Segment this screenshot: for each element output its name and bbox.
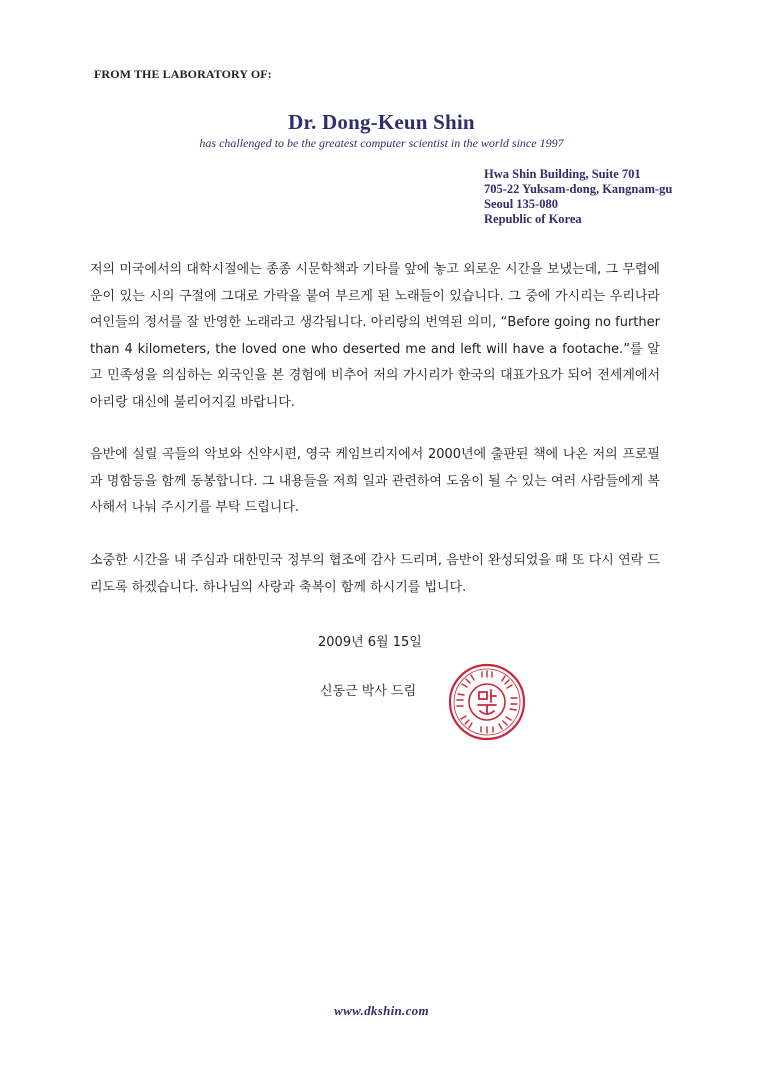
letterhead-name: Dr. Dong-Keun Shin bbox=[288, 110, 475, 134]
address-line: 705-22 Yuksam-dong, Kangnam-gu bbox=[484, 182, 673, 196]
address-block bbox=[484, 167, 672, 227]
address-line: Seoul 135-080 bbox=[484, 197, 558, 211]
body-paragraph-3: 소중한 시간을 내 주심과 대한민국 정부의 협조에 감사 드리며, 음반이 완성되었을 때 또 다시 연락 드리도록 하겠습니다. 하나님의 사랑과 축복이 함께 하시기를 빕니다. bbox=[90, 553, 660, 595]
letter-date: 2009년 6월 15일 bbox=[318, 635, 422, 650]
from-label: FROM THE LABORATORY OF: bbox=[94, 67, 272, 81]
body-paragraph-2: 음반에 실릴 곡들의 악보와 신약시편, 영국 케임브리지에서 2000년에 출판된 책에 나온 저의 프로필과 명함등을 함께 동봉합니다. 그 내용들을 저희 일과 관련하여 도움이 될 수 있는 여러 사람들에게 복사해서 나눠 주시기를 부탁 드립니다. bbox=[90, 447, 660, 515]
address-line: Hwa Shin Building, Suite 701 bbox=[484, 167, 641, 181]
website-footer: www.dkshin.com bbox=[334, 1003, 429, 1018]
red-circular-name-seal-icon bbox=[447, 662, 527, 742]
letterhead-tagline: has challenged to be the greatest computer scientist in the world since 1997 bbox=[199, 136, 564, 150]
body-paragraph-1: 저의 미국에서의 대학시절에는 종종 시문학책과 기타를 앞에 놓고 외로운 시간을 보냈는데, 그 무렵에 운이 있는 시의 구절에 그대로 가락을 붙여 부르게 된 노래들이 있습니다. 그 중에 가시리는 우리나라 여인들의 정서를 잘 반영한 노래라고 생각됩니다. 아리랑의 번역된 의미, “Before going no further than 4 kilometers, the loved one who deserted me and left will have a footache.”를 알고 민족성을 의심하는 외국인을 본 경험에 비추어 저의 가시리가 한국의 대표가요가 되어 전세계에서 아리랑 대신에 불리어지길 바랍니다. bbox=[90, 262, 660, 410]
signature-line: 신동근 박사 드림 bbox=[320, 684, 417, 699]
address-line: Republic of Korea bbox=[484, 212, 582, 226]
